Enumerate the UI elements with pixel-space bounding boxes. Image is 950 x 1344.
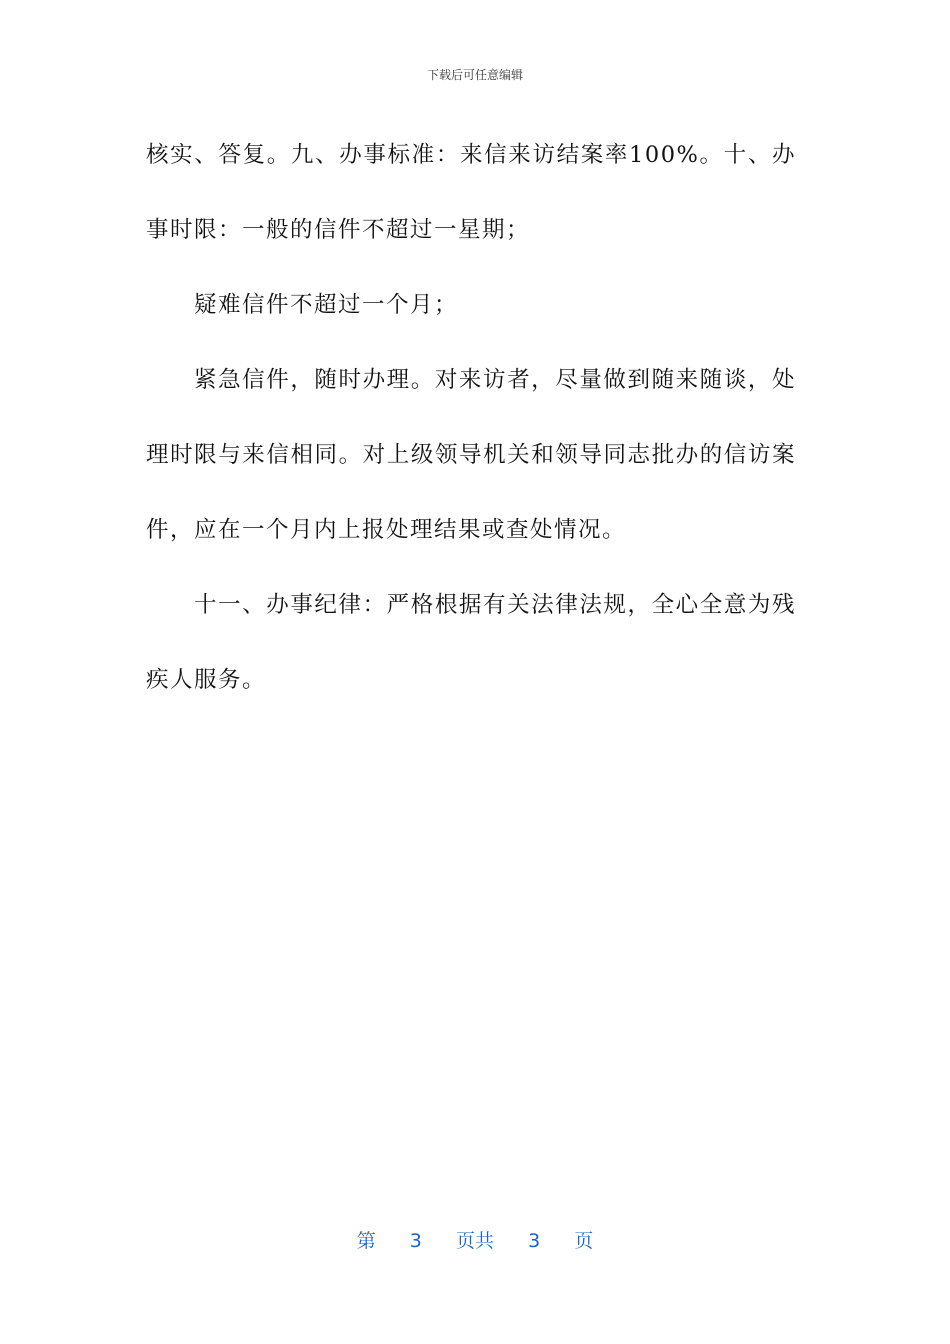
- page-header: 下载后可任意编辑: [426, 68, 523, 82]
- paragraph-3: 紧急信件，随时办理。对来访者，尽量做到随来随谈，处理时限与来信相同。对上级领导机关和领导同志批办的信访案件，应在一个月内上报处理结果或查处情况。: [146, 367, 796, 543]
- document-body: [146, 118, 796, 718]
- footer-current-page: 3: [409, 1230, 422, 1252]
- paragraph-2: 疑难信件不超过一个月；: [194, 292, 459, 318]
- footer-prefix: 第: [356, 1230, 376, 1252]
- page-footer: [0, 1226, 950, 1253]
- footer-suffix: 页: [574, 1230, 594, 1252]
- paragraph-1: 核实、答复。九、办事标准：来信来访结案率100%。十、办事时限：一般的信件不超过一星期；: [146, 142, 796, 243]
- paragraph-4: 十一、办事纪律：严格根据有关法律法规，全心全意为残疾人服务。: [146, 592, 796, 693]
- footer-total-pages: 3: [528, 1230, 541, 1252]
- footer-middle: 页共: [455, 1230, 494, 1252]
